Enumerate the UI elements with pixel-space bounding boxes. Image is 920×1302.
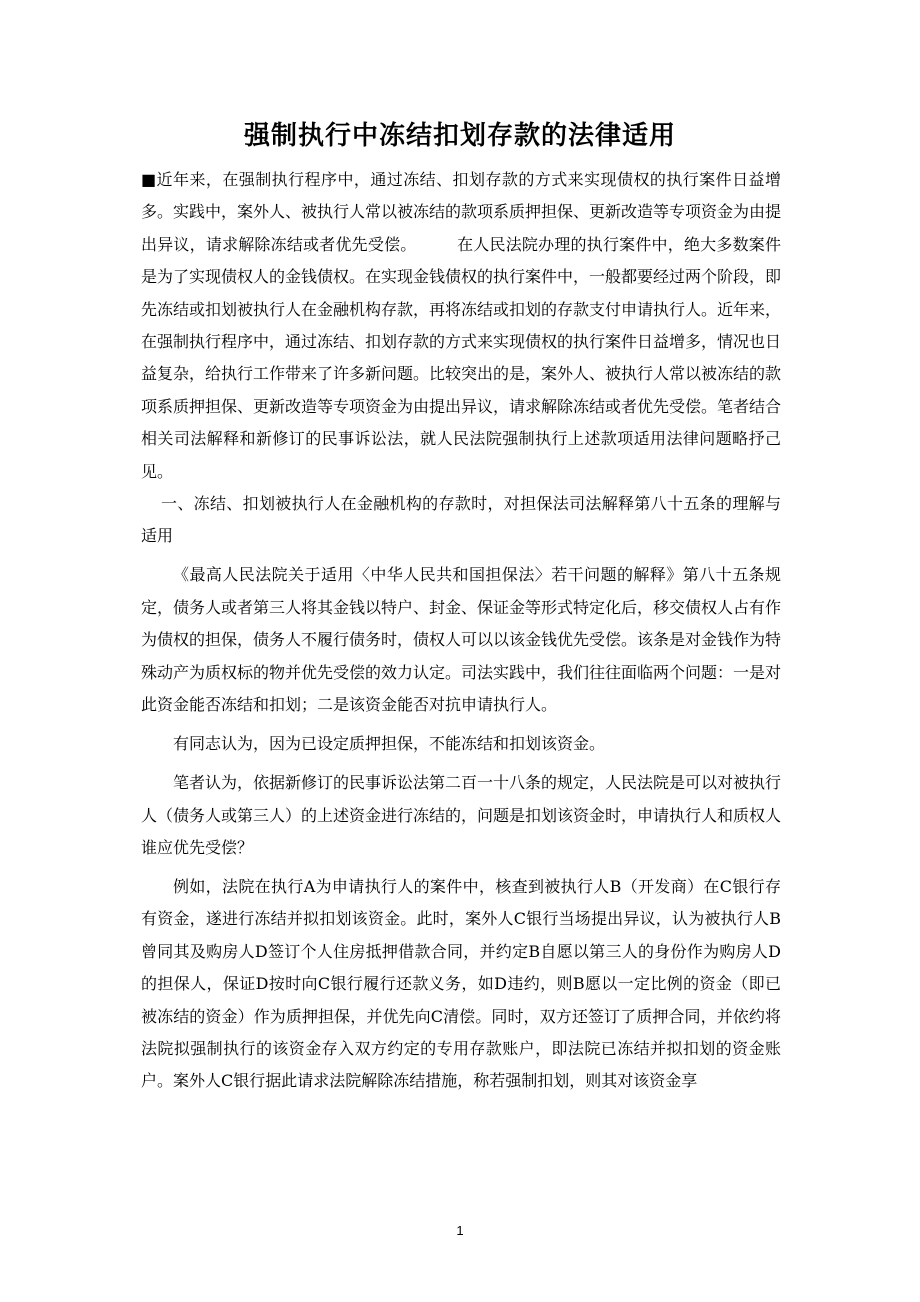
document-title: 强制执行中冻结扣划存款的法律适用 [243,121,676,151]
document-body [141,164,781,1104]
paragraph-opposing-view: 有同志认为，因为已设定质押担保，不能冻结和扣划该资金。 [173,734,606,754]
paragraph-example: 例如，法院在执行A为申请执行人的案件中，核查到被执行人B（开发商）在C银行存有资金，遂进行冻结并拟扣划该资金。此时，案外人C银行当场提出异议，认为被执行人B曾同其及购房人D签订个人住房抵押借款合同，并约定B自愿以第三人的身份作为购房人D的担保人，保证D按时向C银行履行还款义务，如D违约，则B愿以一定比例的资金（即已被冻结的资金）作为质押担保，并优先向C清偿。同时，双方还签订了质押合同，并依约将法院拟强制执行的该资金存入双方约定的专用存款账户，即法院已冻结并拟扣划的资金账户。案外人C银行据此请求法院解除冻结措施，称若强制扣划，则其对该资金享 [141,876,781,1091]
page-number: 1 [456,1223,464,1238]
section-heading-1: 一、冻结、扣划被执行人在金融机构的存款时，对担保法司法解释第八十五条的理解与适用 [141,494,781,546]
paragraph-author-view: 笔者认为，依据新修订的民事诉讼法第二百一十八条的规定，人民法院是可以对被执行人（债务人或第三人）的上述资金进行冻结的，问题是扣划该资金时，申请执行人和质权人谁应优先受偿？ [141,773,782,857]
paragraph-intro: ■近年来，在强制执行程序中，通过冻结、扣划存款的方式来实现债权的执行案件日益增多。实践中，案外人、被执行人常以被冻结的款项系质押担保、更新改造等专项资金为由提出异议，请求解除冻结或者优先受偿。 在人民法院办理的执行案件中，绝大多数案件是为了实现债权人的金钱债权。在实现金钱债权的执行案件中，一般都要经过两个阶段，即先冻结或扣划被执行人在金融机构存款，再将冻结或扣划的存款支付申请执行人。近年来，在强制执行程序中，通过冻结、扣划存款的方式来实现债权的执行案件日益增多，情况也日益复杂，给执行工作带来了许多新问题。比较突出的是，案外人、被执行人常以被冻结的款项系质押担保、更新改造等专项资金为由提出异议，请求解除冻结或者优先受偿。笔者结合相关司法解释和新修订的民事诉讼法，就人民法院强制执行上述款项适用法律问题略抒己见。 [141,170,782,481]
paragraph-law-citation: 《最高人民法院关于适用〈中华人民共和国担保法〉若干问题的解释》第八十五条规定，债务人或者第三人将其金钱以特户、封金、保证金等形式特定化后，移交债权人占有作为债权的担保，债务人不履行债务时，债权人可以以该金钱优先受偿。该条是对金钱作为特殊动产为质权标的物并优先受偿的效力认定。司法实践中，我们往往面临两个问题：一是对此资金能否冻结和扣划；二是该资金能否对抗申请执行人。 [141,565,782,715]
